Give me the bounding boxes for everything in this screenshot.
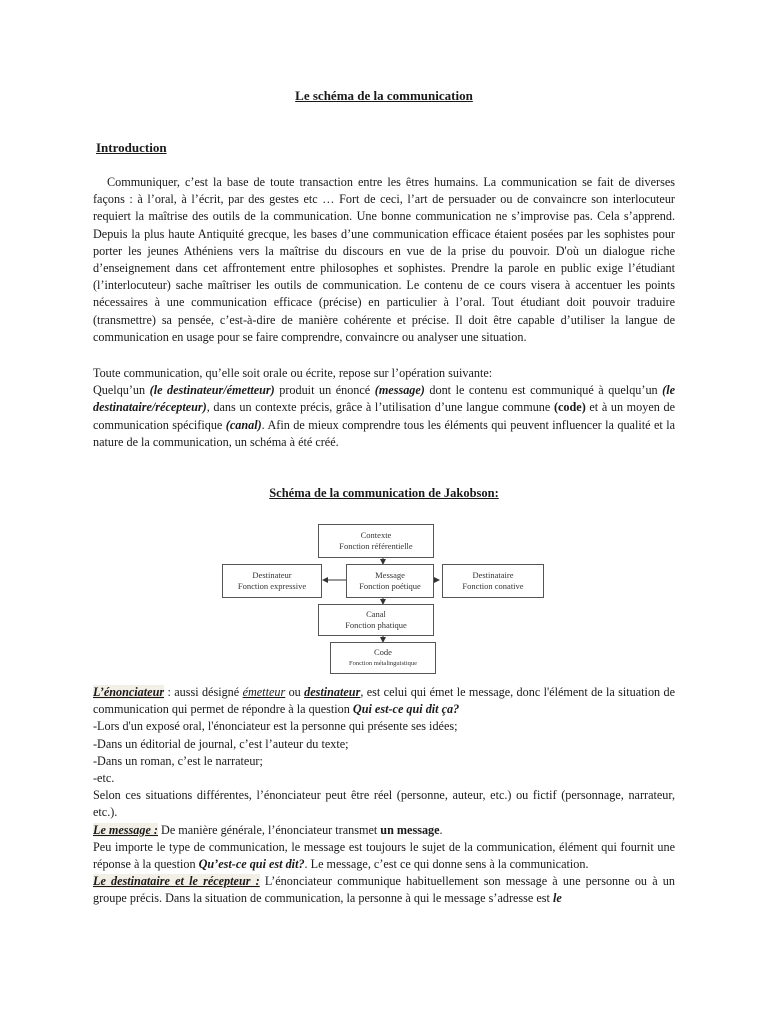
jakobson-diagram — [220, 524, 546, 676]
diagram-box-contexte: Contexte Fonction référentielle — [318, 524, 434, 558]
list-item: -Lors d'un exposé oral, l'énonciateur est la personne qui présente ses idées; — [93, 719, 458, 734]
diagram-box-destinateur: Destinateur Fonction expressive — [222, 564, 322, 598]
destinataire-paragraph: Le destinataire et le récepteur : L’énonciateur communique habituellement son message à une personne ou à un groupe précis. Dans la situation de communication, la personne à qui le message s’adresse est le — [93, 874, 675, 906]
operation-paragraph — [93, 365, 675, 451]
diagram-box-code: Code Fonction métalinguistique — [330, 642, 436, 674]
introduction-paragraph: Communiquer, c’est la base de toute transaction entre les êtres humains. La communication se fait de diverses façons : à l’oral, à l’écrit, par des gestes etc … Fort de ceci, l’art de persuader ou de convaincre son interlocuteur requiert la maîtrise des outils de la communication. Une bonne communication ne s’improvise pas. Cela s’apprend. Depuis la plus haute Antiquité grecque, les bases d’une communication efficace étaient posées par les sophistes pour porter les jeunes Athéniens vers la maîtrise du discours en vue de la prise du pouvoir. D'où un dialogue riche d’enseignement dans cet affrontement entre philosophes et sophistes. Prendre la parole en public exige l’étudiant (l’interlocuteur) sache maîtriser les outils de communication. Le contenu de ce cours visera à accentuer les points nécessaires à une communication efficace (précise) en particulier à l’oral. Tout étudiant doit pouvoir traduire (transmettre) sa pensée, c’est-à-dire de manière cohérente et précise. Il doit être capable d’utiliser la langue de communication en usage pour se faire comprendre, convaincre ou analyser une situation. — [93, 175, 675, 344]
situations-paragraph: Selon ces situations différentes, l’énonciateur peut être réel (personne, auteur, etc.) ou fictif (personnage, narrateur, etc.). — [93, 788, 675, 820]
operation-description: Quelqu’un (le destinateur/émetteur) produit un énoncé (message) dont le contenu est communiqué à quelqu’un (le destinataire/récepteur), dans un contexte précis, grâce à l’utilisation d’une langue commune (code) et à un moyen de communication spécifique (canal). Afin de mieux comprendre tous les éléments qui peuvent influencer la qualité et la nature de la communication, un schéma à été créé. — [93, 383, 676, 449]
diagram-title: Schéma de la communication de Jakobson: — [269, 486, 499, 500]
operation-intro-line: Toute communication, qu’elle soit orale ou écrite, repose sur l’opération suivante: — [93, 366, 493, 380]
diagram-box-message: Message Fonction poétique — [346, 564, 434, 598]
introduction-heading: Introduction — [96, 140, 167, 155]
list-item: -Dans un éditorial de journal, c’est l’auteur du texte; — [93, 736, 349, 751]
list-item: -etc. — [93, 771, 115, 786]
message-heading-line: Le message : De manière générale, l’énonciateur transmet un message. — [93, 822, 443, 837]
diagram-box-destinataire: Destinataire Fonction conative — [442, 564, 544, 598]
list-item: -Dans un roman, c’est le narrateur; — [93, 753, 263, 768]
body-text — [93, 684, 675, 908]
enonciateur-paragraph: L’énonciateur : aussi désigné émetteur ou destinateur, est celui qui émet le message, donc l'élément de la situation de communication qui permet de répondre à la question Qui est-ce qui dit ça? — [93, 685, 675, 717]
diagram-box-canal: Canal Fonction phatique — [318, 604, 434, 636]
message-paragraph: Peu importe le type de communication, le message est toujours le sujet de la communication, élément qui fournit une réponse à la question Qu’est-ce qui est dit?. Le message, c’est ce qui donne sens à la communication. — [93, 839, 675, 872]
document-title: Le schéma de la communication — [295, 88, 473, 103]
